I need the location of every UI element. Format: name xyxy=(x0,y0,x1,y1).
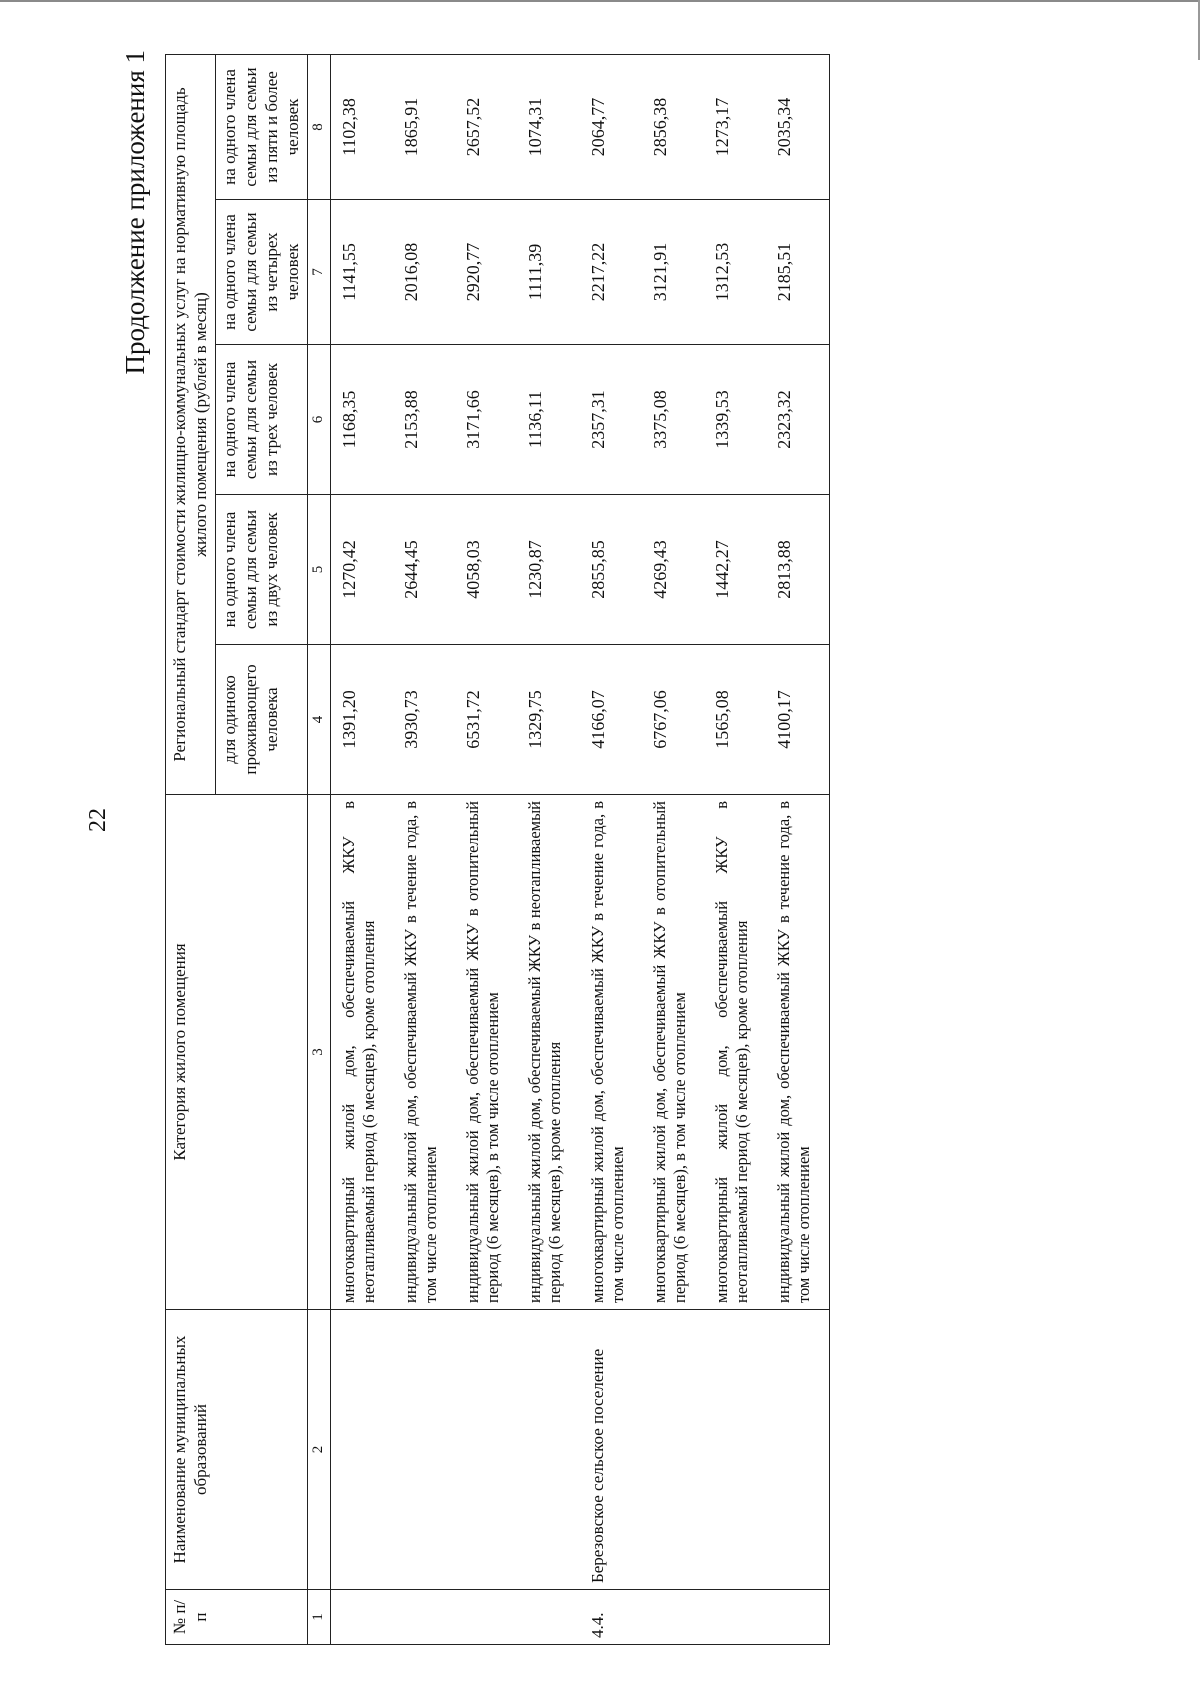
table-row xyxy=(517,54,579,1644)
header-category: Категория жилого помещения xyxy=(166,795,308,1310)
standard-value: 6767,06 xyxy=(642,645,704,795)
scan-edge-top xyxy=(0,0,1200,2)
row-number xyxy=(330,1590,393,1645)
appendix-title: Продолжение приложения 1 xyxy=(120,50,150,375)
row-number: 4.4. xyxy=(580,1590,642,1645)
standard-value: 3930,73 xyxy=(393,645,455,795)
table-row xyxy=(580,54,642,1644)
column-number-row xyxy=(307,54,330,1644)
standard-value: 4058,03 xyxy=(455,495,517,645)
standard-value: 2064,77 xyxy=(580,54,642,199)
standard-value: 2153,88 xyxy=(393,345,455,495)
standard-value: 4100,17 xyxy=(766,645,829,795)
standard-value: 4269,43 xyxy=(642,495,704,645)
municipality-name xyxy=(642,1310,704,1590)
municipality-name: Березовское сельское поселение xyxy=(580,1310,642,1590)
housing-standard-table xyxy=(165,54,830,1645)
header-col4: для одиноко проживающего человека xyxy=(215,645,307,795)
standard-value: 1102,38 xyxy=(330,54,393,199)
standard-value: 1339,53 xyxy=(704,345,766,495)
standard-value: 1270,42 xyxy=(330,495,393,645)
standard-value: 2185,51 xyxy=(766,200,829,345)
row-number xyxy=(455,1590,517,1645)
column-number: 3 xyxy=(307,795,330,1310)
municipality-name xyxy=(766,1310,829,1590)
column-number: 8 xyxy=(307,54,330,199)
housing-category: индивидуальный жилой дом, обеспечиваемый ЖКУ в отопительный период (6 месяцев), в том числе отоплением xyxy=(455,795,517,1310)
housing-category: многоквартирный жилой дом, обеспечиваемый ЖКУ в неотапливаемый период (6 месяцев), кроме отопления xyxy=(704,795,766,1310)
housing-category: индивидуальный жилой дом, обеспечиваемый ЖКУ в течение года, в том числе отоплением xyxy=(766,795,829,1310)
standard-value: 2813,88 xyxy=(766,495,829,645)
row-number xyxy=(642,1590,704,1645)
standard-value: 2217,22 xyxy=(580,200,642,345)
row-number xyxy=(766,1590,829,1645)
table-row xyxy=(766,54,829,1644)
standard-value: 2016,08 xyxy=(393,200,455,345)
standard-value: 2856,38 xyxy=(642,54,704,199)
row-number xyxy=(517,1590,579,1645)
table-row xyxy=(393,54,455,1644)
standard-value: 1141,55 xyxy=(330,200,393,345)
housing-category: индивидуальный жилой дом, обеспечиваемый ЖКУ в неотапливаемый период (6 месяцев), кроме отопления xyxy=(517,795,579,1310)
standard-value: 1442,27 xyxy=(704,495,766,645)
standard-value: 1168,35 xyxy=(330,345,393,495)
header-col7: на одного члена семьи для семьи из четырех человек xyxy=(215,200,307,345)
standard-value: 1391,20 xyxy=(330,645,393,795)
standard-value: 2357,31 xyxy=(580,345,642,495)
column-number: 1 xyxy=(307,1590,330,1645)
standard-value: 4166,07 xyxy=(580,645,642,795)
standard-value: 1312,53 xyxy=(704,200,766,345)
municipality-name xyxy=(455,1310,517,1590)
municipality-name xyxy=(704,1310,766,1590)
housing-category: многоквартирный жилой дом, обеспечиваемый ЖКУ в отопительный период (6 месяцев), в том числе отоплением xyxy=(642,795,704,1310)
table-row xyxy=(455,54,517,1644)
column-number: 5 xyxy=(307,495,330,645)
standard-value: 2035,34 xyxy=(766,54,829,199)
row-number xyxy=(393,1590,455,1645)
housing-category: многоквартирный жилой дом, обеспечиваемый ЖКУ в течение года, в том числе отоплением xyxy=(580,795,642,1310)
standard-value: 1230,87 xyxy=(517,495,579,645)
standard-value: 2920,77 xyxy=(455,200,517,345)
header-no: № п/п xyxy=(166,1590,308,1645)
row-number xyxy=(704,1590,766,1645)
standard-value: 1111,39 xyxy=(517,200,579,345)
standard-value: 1273,17 xyxy=(704,54,766,199)
header-col8: на одного члена семьи для семьи из пяти и более человек xyxy=(215,54,307,199)
municipality-name xyxy=(393,1310,455,1590)
standard-value: 1865,91 xyxy=(393,54,455,199)
standard-value: 1074,31 xyxy=(517,54,579,199)
header-standard-group: Региональный стандарт стоимости жилищно-коммунальных услуг на нормативную площадь жилого помещения (рублей в месяц) xyxy=(166,54,216,794)
standard-value: 1136,11 xyxy=(517,345,579,495)
standard-value: 2657,52 xyxy=(455,54,517,199)
column-number: 4 xyxy=(307,645,330,795)
header-row-1 xyxy=(166,54,216,1644)
table-row xyxy=(642,54,704,1644)
standard-value: 6531,72 xyxy=(455,645,517,795)
header-col6: на одного члена семьи для семьи из трех человек xyxy=(215,345,307,495)
housing-category: индивидуальный жилой дом, обеспечиваемый ЖКУ в течение года, в том числе отоплением xyxy=(393,795,455,1310)
standard-value: 1565,08 xyxy=(704,645,766,795)
header-name: Наименование муниципальных образований xyxy=(166,1310,308,1590)
standard-value: 2644,45 xyxy=(393,495,455,645)
table-row xyxy=(330,54,393,1644)
table-row xyxy=(704,54,766,1644)
standard-value: 3171,66 xyxy=(455,345,517,495)
municipality-name xyxy=(517,1310,579,1590)
column-number: 2 xyxy=(307,1310,330,1590)
header-col5: на одного члена семьи для семьи из двух человек xyxy=(215,495,307,645)
page-number: 22 xyxy=(85,808,111,832)
column-number: 6 xyxy=(307,345,330,495)
housing-category: многоквартирный жилой дом, обеспечиваемый ЖКУ в неотапливаемый период (6 месяцев), кроме отопления xyxy=(330,795,393,1310)
standard-value: 2855,85 xyxy=(580,495,642,645)
standard-value: 3121,91 xyxy=(642,200,704,345)
municipality-name xyxy=(330,1310,393,1590)
standard-value: 2323,32 xyxy=(766,345,829,495)
column-number: 7 xyxy=(307,200,330,345)
standard-value: 3375,08 xyxy=(642,345,704,495)
standard-value: 1329,75 xyxy=(517,645,579,795)
